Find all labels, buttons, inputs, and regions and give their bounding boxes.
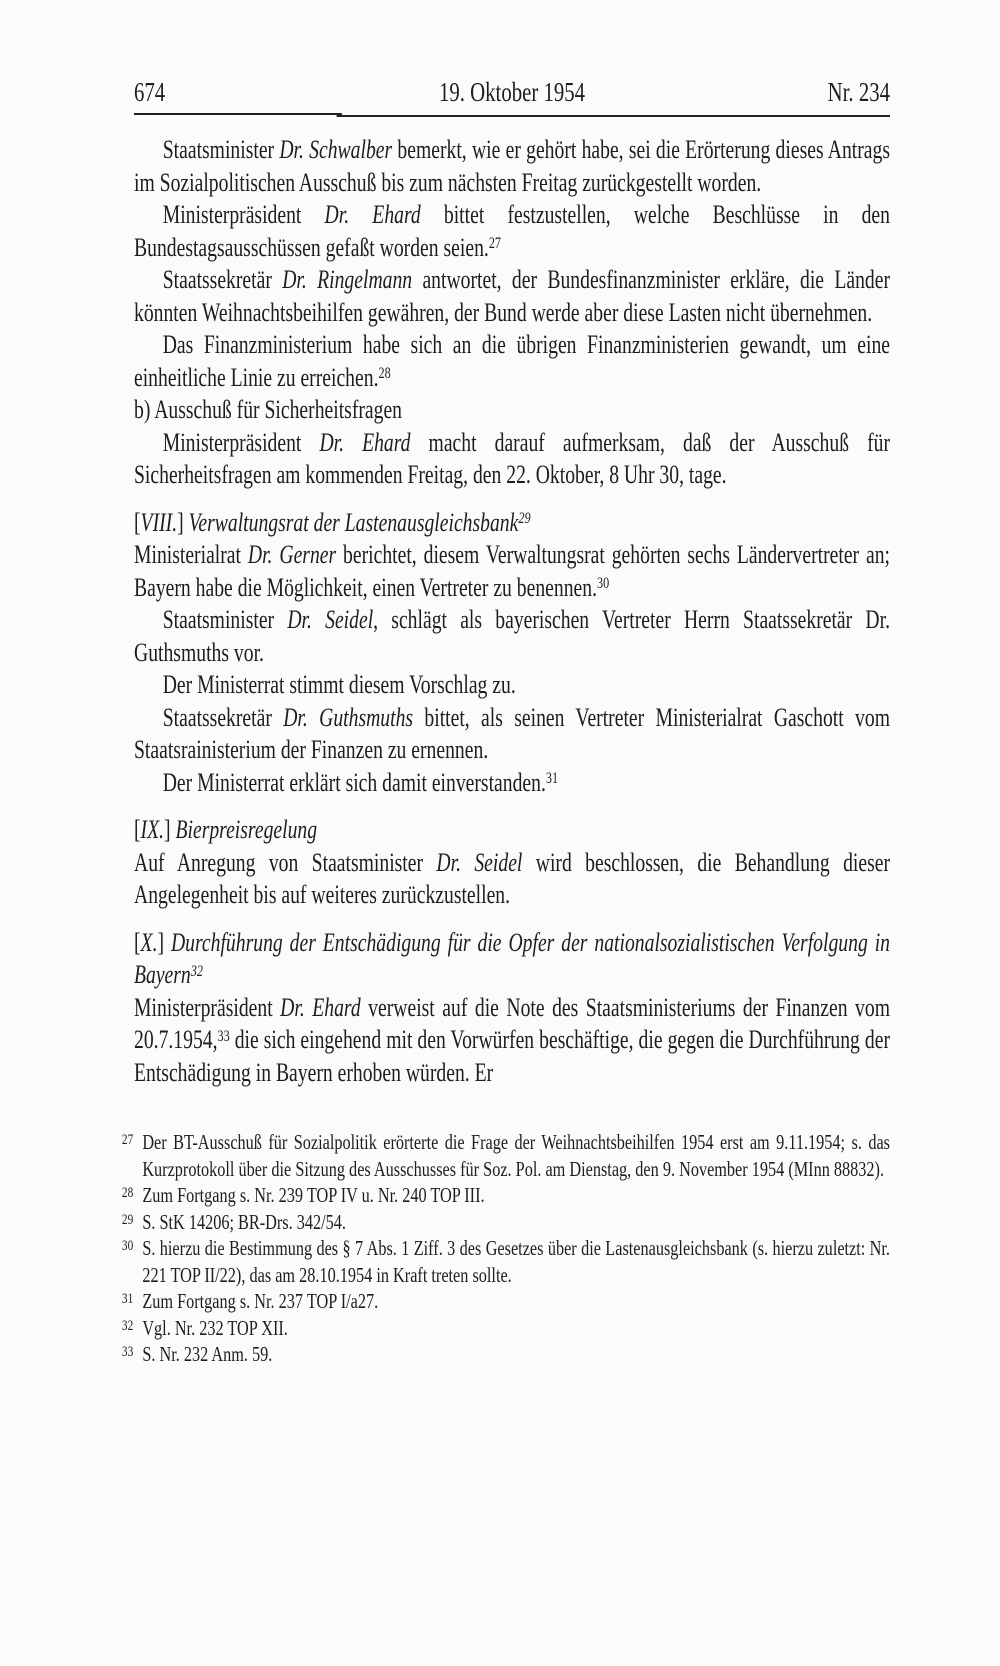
footnote-text: Zum Fortgang s. Nr. 239 TOP IV u. Nr. 240 TOP III. (142, 1183, 485, 1207)
paragraph: Der Ministerrat stimmt diesem Vorschlag zu. (162, 670, 516, 699)
footnote-item (121, 1235, 891, 1288)
footnote-ref: 29 (518, 510, 531, 528)
footnote-number: 32 (121, 1317, 134, 1334)
footnotes (121, 1129, 891, 1368)
footnote-ref: 27 (488, 235, 502, 253)
footnote-number: 29 (121, 1211, 134, 1228)
paragraph: Staatsminister Dr. Seidel, schlägt als bayerischen Vertreter Herrn Staatssekretär Dr. Guthsmuths vor. (134, 605, 890, 667)
footnote-ref: 33 (217, 1027, 230, 1045)
footnote-text: S. Nr. 232 Anm. 59. (142, 1342, 273, 1366)
footnote-number: 28 (121, 1185, 134, 1201)
paragraph: Staatsminister Dr. Schwalber bemerkt, wie er gehört habe, sei die Erörterung dieses Antrags im Sozialpolitischen Ausschuß bis zum nächsten Freitag zurückgestellt worden. (134, 135, 890, 197)
footnote-item (121, 1288, 890, 1315)
paragraph: Das Finanzministerium habe sich an die übrigen Finanzministerien gewandt, um eine einheitliche Linie zu erreichen.$^{28}$ (134, 330, 890, 392)
section-heading: [VIII.] Verwaltungsrat der Lastenausgleichsbank$^{29}$ (134, 507, 531, 537)
footnote-number: 33 (121, 1344, 134, 1360)
paragraph: Staatssekretär Dr. Ringelmann antwortet, der Bundesfinanzminister erkläre, die Länder könnten Weihnachtsbeihilfen gewähren, der Bund werde aber diese Lasten nicht übernehmen. (134, 265, 890, 327)
paragraph: Der Ministerrat erklärt sich damit einverstanden.$^{31}$ (162, 767, 559, 797)
text-column (121, 76, 891, 1368)
paragraph: Staatssekretär Dr. Guthsmuths bittet, als seinen Vertreter Ministerialrat Gaschott vom Staatsrainisterium der Finanzen zu ernennen. (134, 702, 890, 764)
footnote-item (121, 1182, 890, 1209)
paragraph: Ministerpräsident Dr. Ehard bittet festzustellen, welche Beschlüsse in den Bundestagsausschüssen gefaßt worden seien.$^{27}$ (134, 200, 890, 262)
paragraph: Auf Anregung von Staatsminister Dr. Seidel wird beschlossen, die Behandlung dieser Angelegenheit bis auf weiteres zurückzustellen. (134, 847, 890, 909)
header-issue-number: Nr. 234 (827, 76, 890, 107)
header-rule (134, 113, 890, 117)
footnote-text: S. hierzu die Bestimmung des § 7 Abs. 1 Ziff. 3 des Gesetzes über die Lastenausgleichsbank (s. hierzu zuletzt: Nr. 221 TOP II/22), das am 28.10.1954 in Kraft treten sollte. (142, 1236, 891, 1287)
footnote-text: Vgl. Nr. 232 TOP XII. (142, 1315, 288, 1340)
footnote-item (121, 1341, 890, 1368)
section-heading: [X.] Durchführung der Entschädigung für die Opfer der nationalsozialistischen Verfolgung in Bayern$^{32}$ (134, 927, 890, 989)
paragraph: b) Ausschuß für Sicherheitsfragen (134, 395, 403, 424)
footnote-text: S. StK 14206; BR-Drs. 342/54. (142, 1209, 346, 1234)
footnote-ref: 30 (597, 575, 610, 593)
footnote-text: Der BT-Ausschuß für Sozialpolitik erörterte die Frage der Weihnachtsbeihilfen 1954 erst am 9.11.1954; s. das Kurzprotokoll über die Sitzung des Ausschusses für Soz. Pol. am Dienstag, den 9. November 1954 (MInn 88832). (142, 1130, 891, 1181)
document-body (134, 134, 890, 1089)
footnote-number: 27 (121, 1132, 134, 1148)
footnote-ref: 32 (190, 962, 203, 980)
footnote-text: Zum Fortgang s. Nr. 237 TOP I/a27. (142, 1289, 379, 1313)
page-number: 674 (134, 76, 166, 107)
footnote-ref: 28 (378, 365, 391, 383)
footnote-number: 31 (121, 1291, 134, 1307)
footnote-ref: 31 (545, 770, 559, 788)
header-date: 19. Oktober 1954 (438, 76, 586, 107)
section-heading: [IX.] Bierpreisregelung (134, 815, 318, 844)
footnote-number: 30 (121, 1238, 134, 1254)
footnote-item (121, 1129, 891, 1182)
paragraph: Ministerpräsident Dr. Ehard verweist auf die Note des Staatsministeriums der Finanzen vom 20.7.1954,33 die sich eingehend mit den Vorwürfen beschäftige, die gegen die Durchführung der Entschädigung in Bayern erhoben würden. Er (134, 992, 890, 1087)
paragraph: Ministerialrat Dr. Gerner berichtet, diesem Verwaltungsrat gehörten sechs Ländervertreter an; Bayern habe die Möglichkeit, einen Vertreter zu benennen.$^{30}$ (134, 540, 891, 602)
footnote-item (121, 1209, 890, 1236)
footnote-item (121, 1315, 890, 1342)
page-header (134, 76, 890, 108)
paragraph: Ministerpräsident Dr. Ehard macht darauf aufmerksam, daß der Ausschuß für Sicherheitsfragen am kommenden Freitag, den 22. Oktober, 8 Uhr 30, tage. (134, 427, 890, 489)
